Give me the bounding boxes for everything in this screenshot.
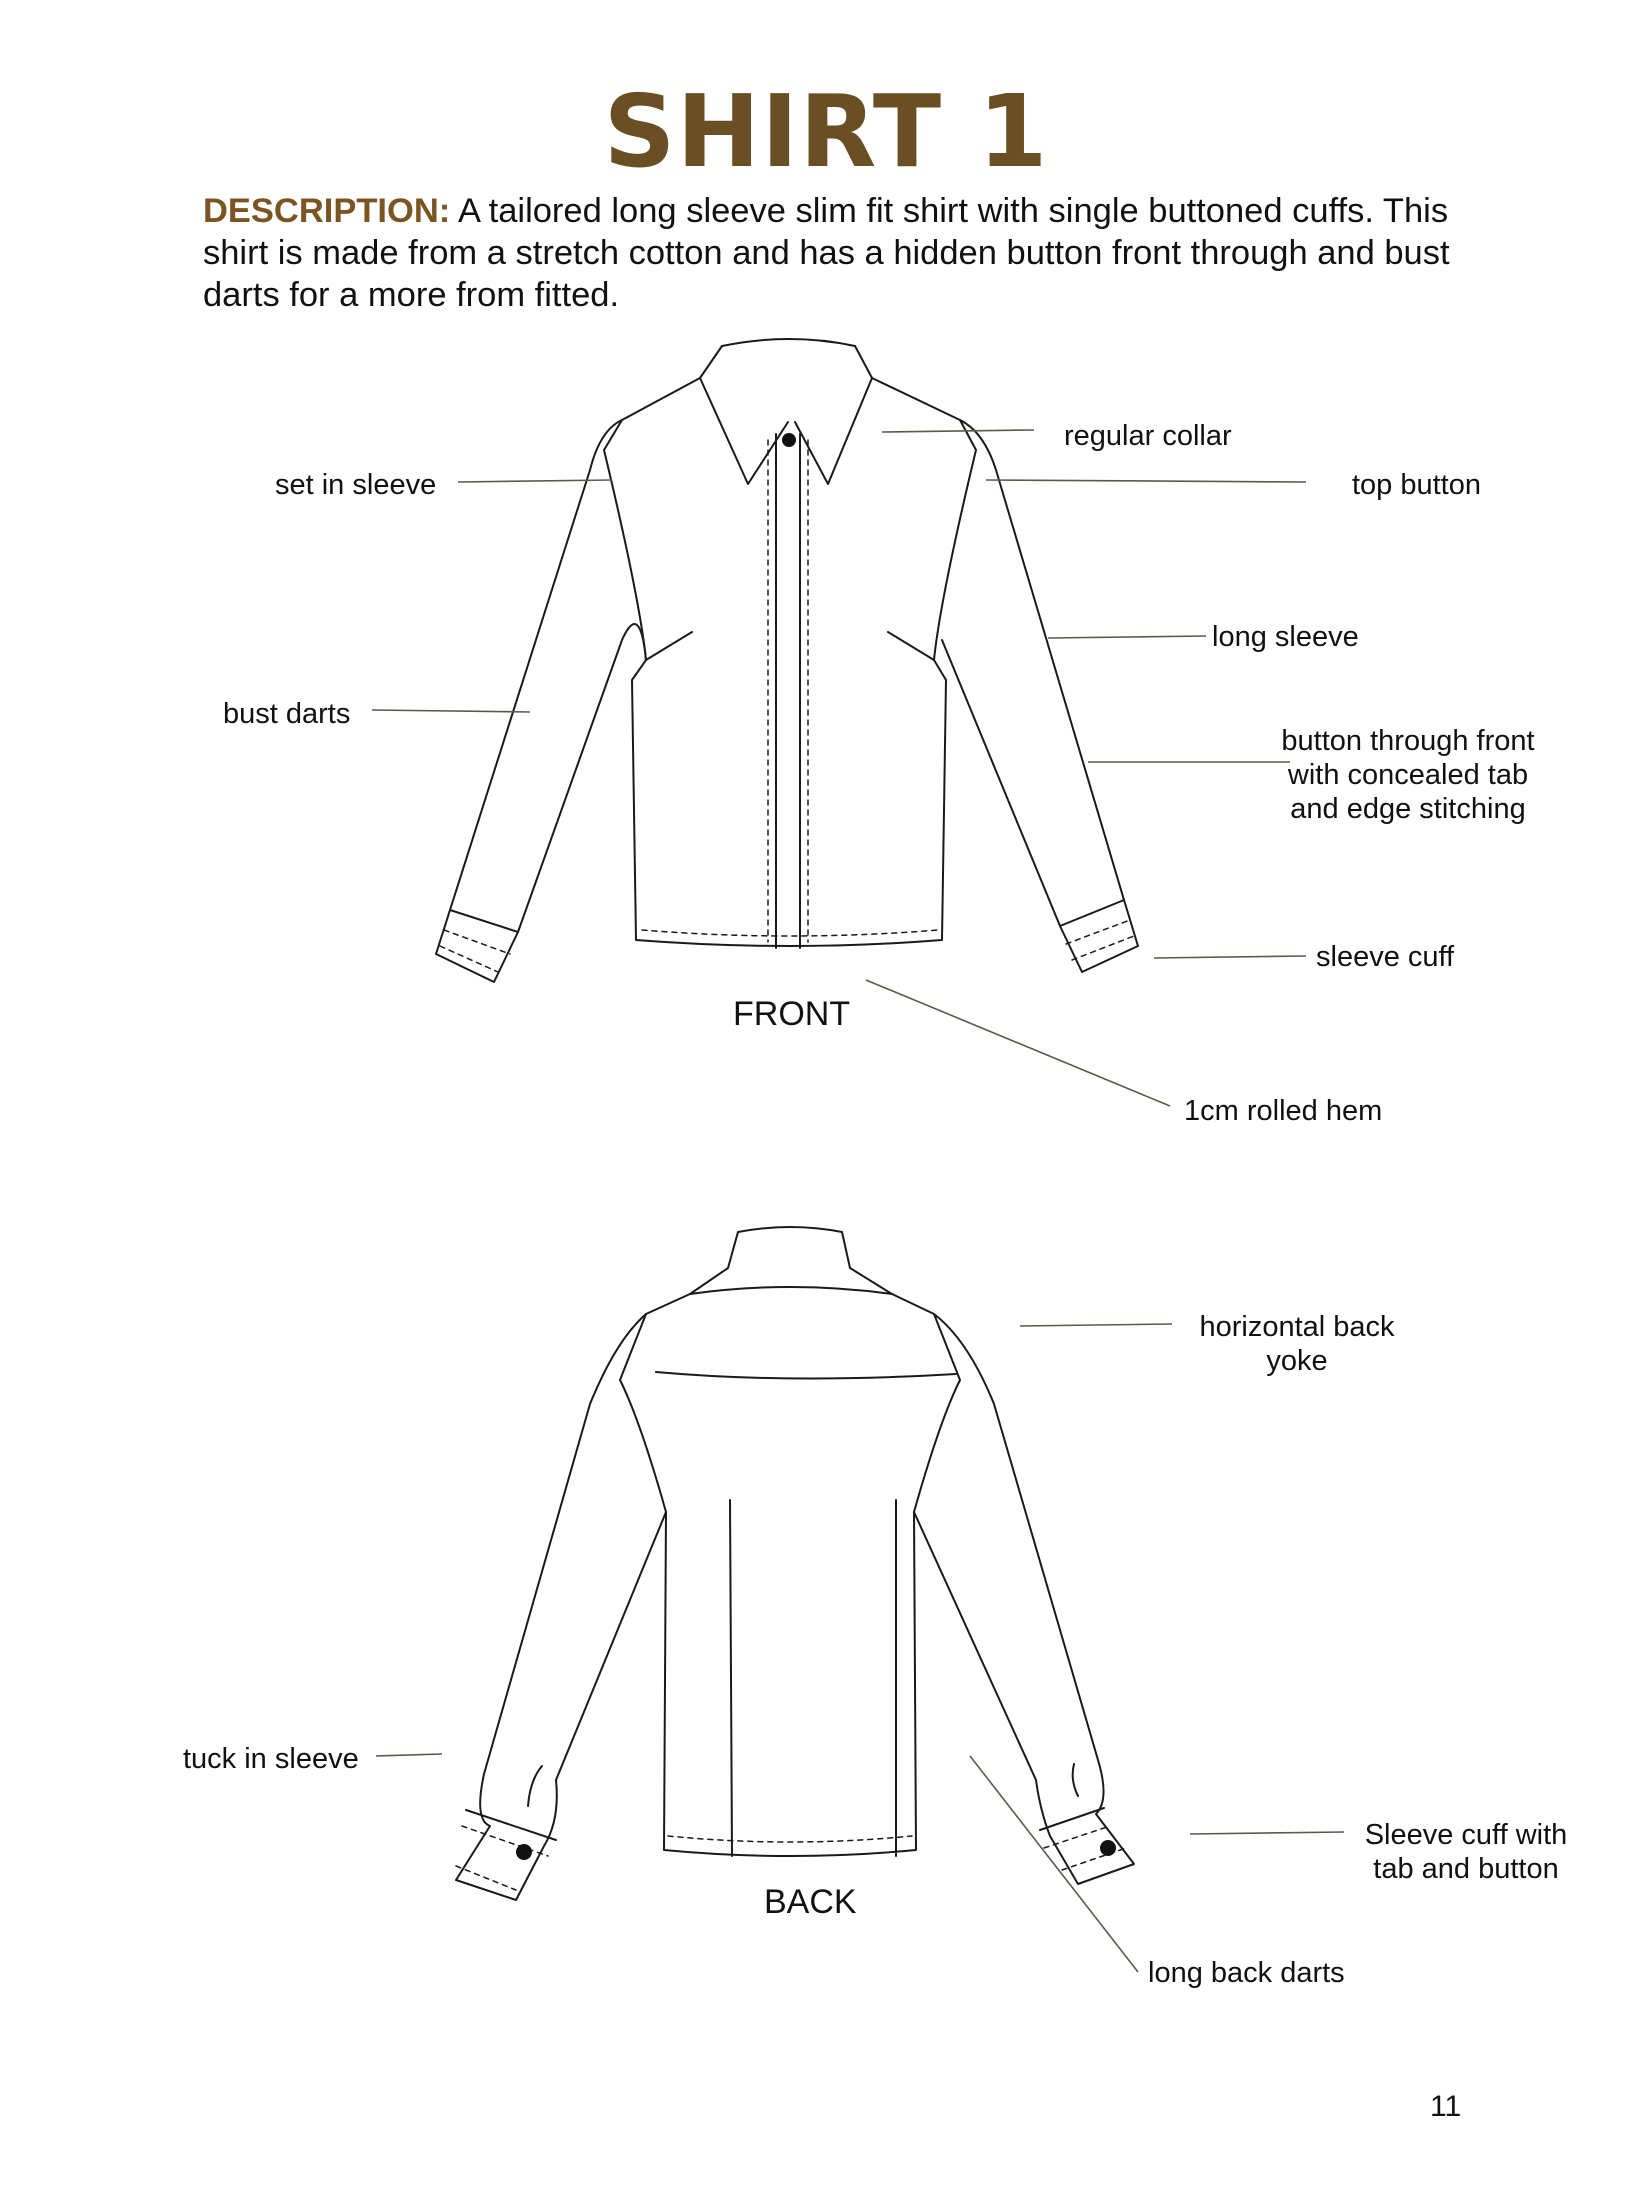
back-hem-stitch [668, 1836, 912, 1842]
back-sleeve-right [914, 1314, 1134, 1884]
leader-cuff-tab-button [1190, 1832, 1344, 1834]
back-cuff-right-button [1100, 1840, 1116, 1856]
back-sleeve-left [456, 1314, 666, 1900]
page-number: 11 [1430, 2090, 1462, 2123]
back-cuff-left-top [466, 1810, 556, 1840]
front-hem-stitch [642, 930, 938, 936]
front-sleeve-left [436, 420, 646, 982]
back-collar [690, 1227, 892, 1294]
label-long-sleeve: long sleeve [1212, 621, 1359, 653]
top-button-dot [782, 433, 796, 447]
label-bust-darts: bust darts [223, 698, 351, 730]
tuck-left [528, 1766, 542, 1806]
back-shirt-drawing [456, 1227, 1134, 1900]
bust-dart-left [646, 632, 692, 660]
leader-back-yoke [1020, 1324, 1172, 1326]
front-collar-left [700, 346, 788, 484]
label-rolled-hem: 1cm rolled hem [1184, 1095, 1383, 1127]
front-collar-right [795, 346, 872, 484]
front-collar-band [722, 339, 855, 346]
back-dart-left [730, 1500, 732, 1856]
front-shirt-drawing [436, 339, 1138, 982]
leader-bust-darts [372, 710, 530, 712]
front-cuff-left-stitch [440, 930, 510, 972]
front-cuff-right-stitch [1066, 920, 1134, 960]
label-set-in-sleeve: set in sleeve [275, 469, 437, 501]
leader-back-darts [970, 1756, 1138, 1972]
leader-set-in-sleeve [458, 480, 612, 482]
label-back-yoke: horizontal back yoke [1199, 1311, 1395, 1377]
leader-regular-collar [882, 430, 1034, 432]
back-yoke-seam [656, 1372, 956, 1379]
leader-sleeve-cuff [1154, 956, 1306, 958]
page-title: SHIRT 1 [603, 73, 1049, 190]
label-tuck-in-sleeve: tuck in sleeve [183, 1743, 359, 1775]
leader-rolled-hem [866, 980, 1170, 1106]
front-cuff-right-top [1060, 900, 1124, 926]
front-placket [776, 434, 800, 948]
label-cuff-tab-button: Sleeve cuff with tab and button [1364, 1819, 1568, 1885]
back-view-label: BACK [764, 1883, 857, 1921]
front-placket-stitch [768, 440, 808, 942]
bust-dart-right [888, 632, 934, 660]
front-body-outline [604, 378, 976, 946]
back-cuff-left-button [516, 1844, 532, 1860]
label-back-darts: long back darts [1148, 1957, 1345, 1989]
label-sleeve-cuff: sleeve cuff [1316, 941, 1455, 973]
label-button-through: button through front with concealed tab and edge stitching [1281, 725, 1535, 825]
leader-top-button [986, 480, 1306, 482]
label-regular-collar: regular collar [1064, 420, 1232, 452]
front-view-label: FRONT [733, 995, 851, 1033]
tuck-right [1073, 1764, 1078, 1796]
description-label: DESCRIPTION: [203, 192, 451, 230]
description-text: A tailored long sleeve slim fit shirt with single buttoned cuffs. This shirt is made from a stretch cotton and has a hidden button front through and bust darts for a more from fitted. [203, 192, 1450, 314]
front-sleeve-right [942, 420, 1138, 972]
label-top-button: top button [1352, 469, 1481, 501]
leader-tuck-in-sleeve [376, 1754, 442, 1756]
back-cuff-right-top [1040, 1808, 1104, 1830]
leader-long-sleeve [1048, 636, 1206, 638]
leader-lines [372, 430, 1344, 1972]
front-cuff-left-top [450, 910, 518, 932]
